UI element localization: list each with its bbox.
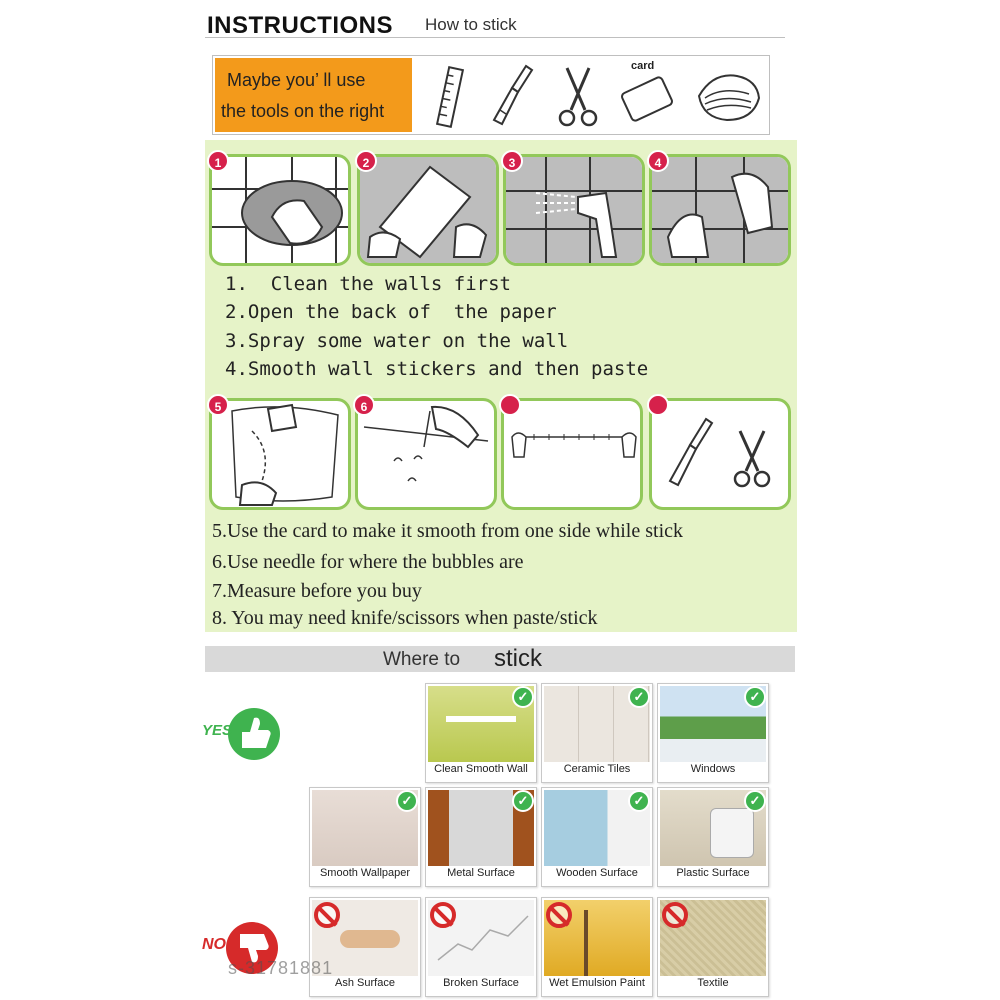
surface-caption: Metal Surface [447,867,515,879]
step-4-illustration [649,154,791,266]
surface-caption: Wooden Surface [556,867,638,879]
surface-tile [657,787,769,887]
instruction-line: 6.Use needle for where the bubbles are [212,551,524,573]
step-number: 2 [355,150,377,172]
prohibited-icon [662,902,688,928]
step-5-illustration [209,398,351,510]
no-label: NO [202,936,226,953]
yes-label: YES [202,722,233,739]
surface-caption: Plastic Surface [676,867,750,879]
yes-badge [202,706,282,762]
step-number: 6 [353,394,375,416]
surface-tile [541,897,653,997]
card-tool [613,62,683,130]
wipe-wall-icon [212,157,348,263]
scissors-icon [553,62,603,130]
knife-icon [488,62,538,130]
surface-tile [425,787,537,887]
page-subtitle: How to stick [425,15,517,34]
check-icon: ✓ [396,790,418,812]
step-number [647,394,669,416]
check-icon: ✓ [512,686,534,708]
instruction-line: 8. You may need knife/scissors when paste/stick [212,607,598,629]
surface-tile [425,897,537,997]
ruler-icon [433,62,473,130]
check-icon: ✓ [744,686,766,708]
prohibited-icon [546,902,572,928]
where-prefix: Where to [383,649,461,670]
step-number: 5 [207,394,229,416]
surface-caption: Textile [697,977,729,989]
instructions-panel [205,140,797,632]
check-icon: ✓ [744,790,766,812]
needle-bubbles-icon [358,401,494,507]
card-icon [613,74,683,130]
instruction-line: 1. Clean the walls first [225,273,511,295]
surface-caption: Ceramic Tiles [563,763,631,775]
instructions-header [205,6,785,38]
knife-scissors-icon [652,401,788,507]
surface-tile [657,683,769,783]
instruction-line: 3.Spray some water on the wall [225,330,569,352]
check-icon: ✓ [628,686,650,708]
tools-note-line2: the tools on the right [221,101,385,121]
instruction-line: 4.Smooth wall stickers and then paste [225,358,649,380]
peel-paper-icon [360,157,496,263]
step-3-illustration [503,154,645,266]
tools-panel [212,55,770,135]
where-to-stick-header [205,646,795,672]
card-smooth-icon [212,401,348,507]
tools-note-line1: Maybe you’ ll use [227,70,366,90]
where-emphasis: stick [494,645,542,672]
step-number: 4 [647,150,669,172]
step-number: 3 [501,150,523,172]
step-2-illustration [357,154,499,266]
prohibited-icon [314,902,340,928]
surface-caption: Clean Smooth Wall [434,763,528,775]
step-7-illustration [501,398,643,510]
surface-caption: Windows [690,763,736,775]
instruction-line: 2.Open the back of the paper [225,301,557,323]
page-title: INSTRUCTIONS [207,12,393,39]
check-icon: ✓ [628,790,650,812]
tools-note [215,58,412,132]
surface-tile [541,787,653,887]
surface-tile [657,897,769,997]
surface-caption: Ash Surface [335,977,395,989]
measure-tape-icon [504,401,640,507]
instruction-line: 5.Use the card to make it smooth from one side while stick [212,520,684,542]
instruction-line: 7.Measure before you buy [212,580,422,602]
step-6-illustration [355,398,497,510]
watermark: s-31781881 [228,958,334,978]
check-icon: ✓ [512,790,534,812]
cloth-icon [693,62,765,130]
card-label: card [631,60,655,72]
surface-tile [309,787,421,887]
smooth-sticker-icon [652,157,788,263]
step-number: 1 [207,150,229,172]
surface-caption: Broken Surface [443,977,519,989]
step-1-illustration [209,154,351,266]
surface-caption: Smooth Wallpaper [319,867,411,879]
surface-tile [309,897,421,997]
surface-tile [541,683,653,783]
surface-caption: Wet Emulsion Paint [549,977,645,989]
step-number [499,394,521,416]
surface-tile [425,683,537,783]
step-8-illustration [649,398,791,510]
spray-water-icon [506,157,642,263]
prohibited-icon [430,902,456,928]
